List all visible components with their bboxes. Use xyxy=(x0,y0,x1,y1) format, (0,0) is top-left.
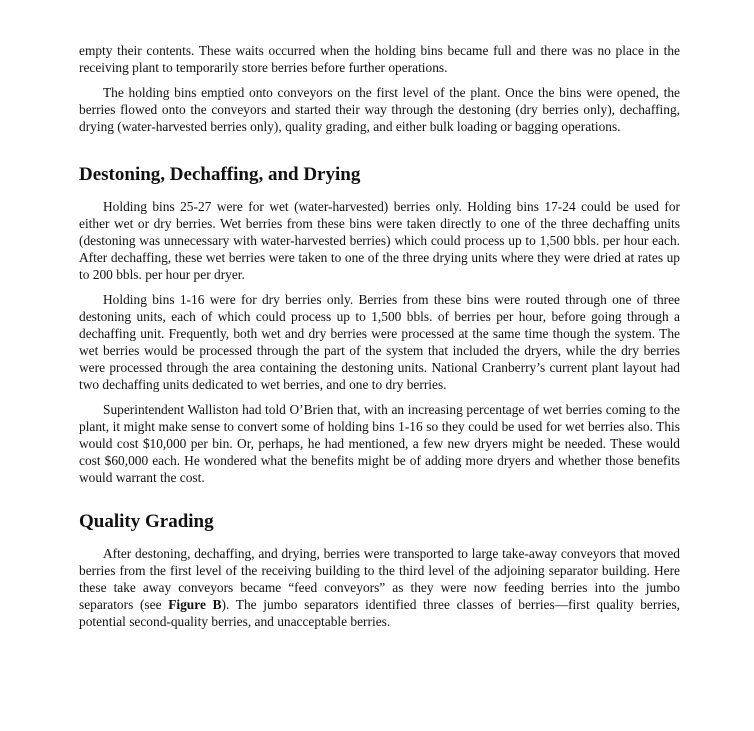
destoning-paragraph-1: Holding bins 25-27 were for wet (water-harvested) berries only. Holding bins 17-24 could be used for either wet or dry berries. Wet berries from these bins were taken directly to one of the three dechaffing units (destoning was unnecessary with water-harvested berries) which could process up to 1,500 bbls. per hour each. After dechaffing, these wet berries were taken to one of the three drying units where they were dried at rates up to 200 bbls. per hour per dryer. xyxy=(79,199,680,282)
quality-paragraph-1 xyxy=(79,545,680,630)
section-heading-quality-grading: Quality Grading xyxy=(79,511,214,532)
destoning-paragraph-3: Superintendent Walliston had told O’Brien that, with an increasing percentage of wet berries coming to the plant, it might make sense to convert some of holding bins 1-16 so they could be used for wet berries also. This would cost $10,000 per bin. Or, perhaps, he had mentioned, a few new dryers might be needed. These would cost $60,000 each. He wondered what the benefits might be of adding more dryers and whether those benefits would warrant the cost. xyxy=(79,402,680,485)
intro-paragraph-2: The holding bins emptied onto conveyors on the first level of the plant. Once the bins were opened, the berries flowed onto the conveyors and started their way through the destoning (dry berries only), dechaffing, drying (water-harvested berries only), quality grading, and either bulk loading or bagging operations. xyxy=(79,85,680,134)
quality-text-before: After destoning, dechaffing, and drying, berries were transported to large take-away conveyors that moved berries from the first level of the receiving building to the third level of the adjoining separator building. Here these take away conveyors became “feed conveyors” as they were now feeding berries into the jumbo separators (see xyxy=(79,546,680,612)
figure-reference: Figure B xyxy=(168,597,222,612)
intro-paragraph-1: empty their contents. These waits occurred when the holding bins became full and there was no place in the receiving plant to temporarily store berries before further operations. xyxy=(79,43,680,75)
destoning-paragraph-2: Holding bins 1-16 were for dry berries only. Berries from these bins were routed through one of three destoning units, each of which could process up to 1,500 bbls. of berries per hour, before going through a dechaffing unit. Frequently, both wet and dry berries were processed at the same time though the system. The wet berries would be processed through the part of the system that included the dryers, while the dry berries were processed through the area containing the destoning units. National Cranberry’s current plant layout had two dechaffing units dedicated to wet berries, and one to dry berries. xyxy=(79,292,680,392)
document-page xyxy=(79,42,680,630)
section-heading-destoning: Destoning, Dechaffing, and Drying xyxy=(79,164,361,185)
quality-text-after: ). The jumbo separators identified three classes of berries—first quality berries, potential second-quality berries, and unacceptable berries. xyxy=(79,597,680,629)
